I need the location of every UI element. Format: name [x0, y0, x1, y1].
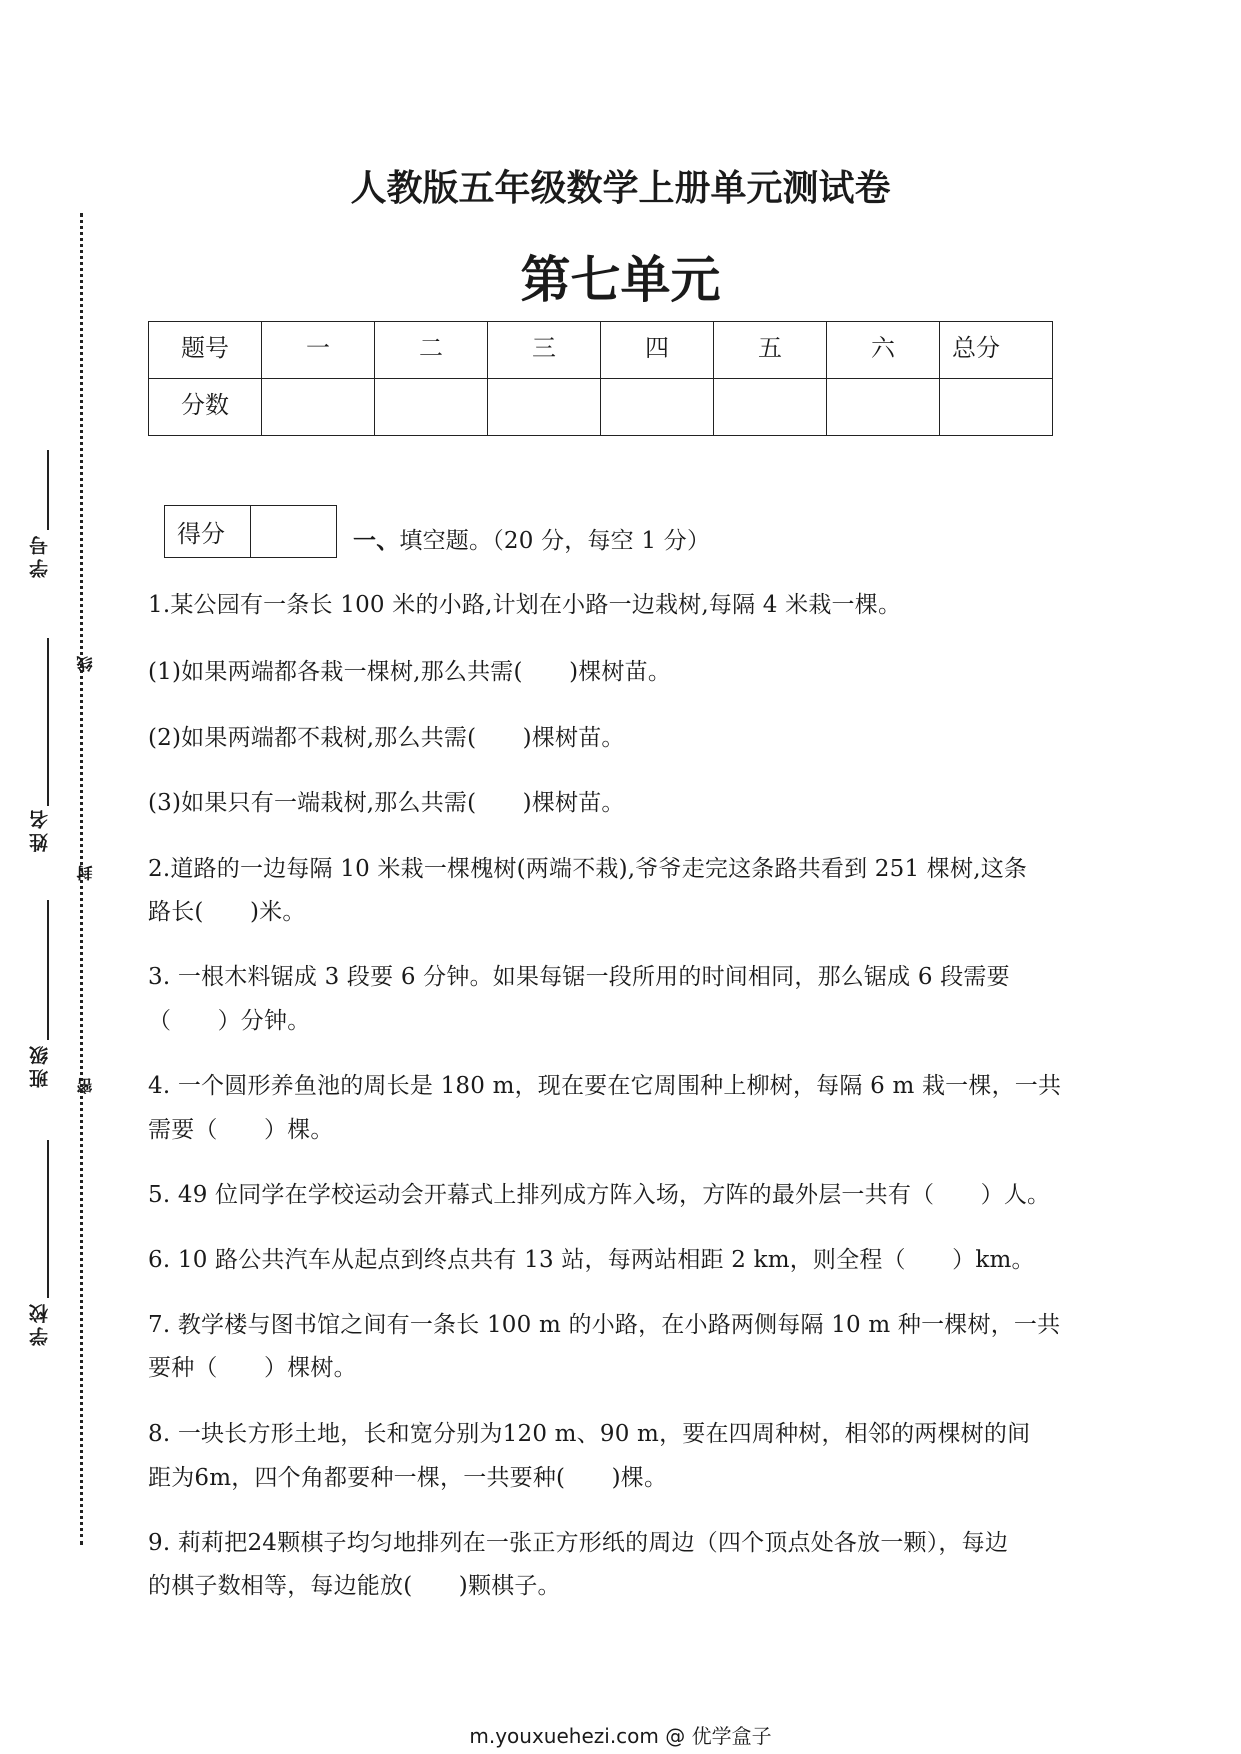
mi-label: 密 — [76, 1078, 95, 1094]
section-heading-text: 填空题。（20 分，每空 1 分） — [399, 528, 711, 554]
score-cell: 二 — [375, 322, 488, 379]
score-cell: 三 — [488, 322, 601, 379]
xuehao-blank-line — [47, 450, 49, 530]
question-line: 的棋子数相等，每边能放( )颗棋子。 — [148, 1573, 561, 1599]
question-line: (1)如果两端都各栽一棵树,那么共需( )棵树苗。 — [148, 659, 672, 685]
section-heading-number: 一、 — [353, 528, 400, 554]
xuehao-label: 学号 — [29, 532, 51, 578]
score-blank-cell[interactable] — [714, 379, 827, 436]
question-line: (2)如果两端都不栽树,那么共需( )棵树苗。 — [148, 725, 625, 751]
score-cell: 五 — [714, 322, 827, 379]
footer-watermark: m.youxuehezi.com @ 优学盒子 — [469, 1724, 772, 1748]
question-line: 4. 一个圆形养鱼池的周长是 180 m，现在要在它周围种上柳树，每隔 6 m 栽一棵，一共 — [148, 1073, 1062, 1099]
question-line: 9. 莉莉把24颗棋子均匀地排列在一张正方形纸的周边（四个顶点处各放一颗），每边 — [148, 1530, 1009, 1556]
question-line: 路长( )米。 — [148, 899, 306, 925]
xingming-blank-line — [47, 638, 49, 806]
score-table — [148, 321, 1053, 436]
xian-label: 线 — [76, 656, 95, 672]
feng-label: 封 — [76, 865, 95, 881]
question-line: 1.某公园有一条长 100 米的小路,计划在小路一边栽树,每隔 4 米栽一棵。 — [148, 592, 902, 618]
score-table-header-row — [149, 322, 1053, 379]
question-line: 要种（ ）棵树。 — [148, 1355, 357, 1381]
score-cell: 总分 — [940, 322, 1053, 379]
score-blank-cell[interactable] — [940, 379, 1053, 436]
score-blank-cell[interactable] — [601, 379, 714, 436]
page-title: 人教版五年级数学上册单元测试卷 — [350, 168, 891, 209]
score-blank-cell[interactable] — [375, 379, 488, 436]
question-line: 7. 教学楼与图书馆之间有一条长 100 m 的小路，在小路两侧每隔 10 m 种一棵树，一共 — [148, 1312, 1061, 1338]
score-cell: 六 — [827, 322, 940, 379]
score-table-score-row — [149, 379, 1053, 436]
defen-blank[interactable] — [251, 506, 337, 558]
question-line: 2.道路的一边每隔 10 米栽一棵槐树(两端不栽),爷爷走完这条路共看到 251 棵树,这条 — [148, 856, 1028, 882]
score-cell: 一 — [262, 322, 375, 379]
xuexiao-label: 学校 — [29, 1300, 51, 1346]
score-blank-cell[interactable] — [488, 379, 601, 436]
question-line: 需要（ ）棵。 — [148, 1117, 334, 1143]
score-blank-cell[interactable] — [827, 379, 940, 436]
question-line: （ ）分钟。 — [148, 1008, 311, 1034]
score-label-cell: 分数 — [149, 379, 262, 436]
banji-blank-line — [47, 900, 49, 1040]
question-line: 3. 一根木料锯成 3 段要 6 分钟。如果每锯一段所用的时间相同，那么锯成 6 段需要 — [148, 964, 1010, 990]
banji-label: 班级 — [29, 1042, 51, 1088]
score-cell: 题号 — [149, 322, 262, 379]
question-line: (3)如果只有一端栽树,那么共需( )棵树苗。 — [148, 790, 625, 816]
xingming-label: 姓名 — [29, 806, 51, 852]
question-line: 5. 49 位同学在学校运动会开幕式上排列成方阵入场，方阵的最外层一共有（ ）人。 — [148, 1182, 1051, 1208]
score-blank-cell[interactable] — [262, 379, 375, 436]
question-line: 距为6m，四个角都要种一棵，一共要种( )棵。 — [148, 1465, 668, 1491]
defen-label: 得分 — [165, 506, 251, 558]
question-line: 6. 10 路公共汽车从起点到终点共有 13 站，每两站相距 2 km，则全程（ ）km。 — [148, 1247, 1035, 1273]
xuexiao-blank-line — [47, 1140, 49, 1298]
question-line: 8. 一块长方形土地，长和宽分别为120 m、90 m，要在四周种树，相邻的两棵树的间 — [148, 1421, 1031, 1447]
section-score-box — [164, 505, 337, 558]
score-cell: 四 — [601, 322, 714, 379]
section-heading — [353, 522, 710, 555]
unit-title: 第七单元 — [520, 251, 721, 309]
